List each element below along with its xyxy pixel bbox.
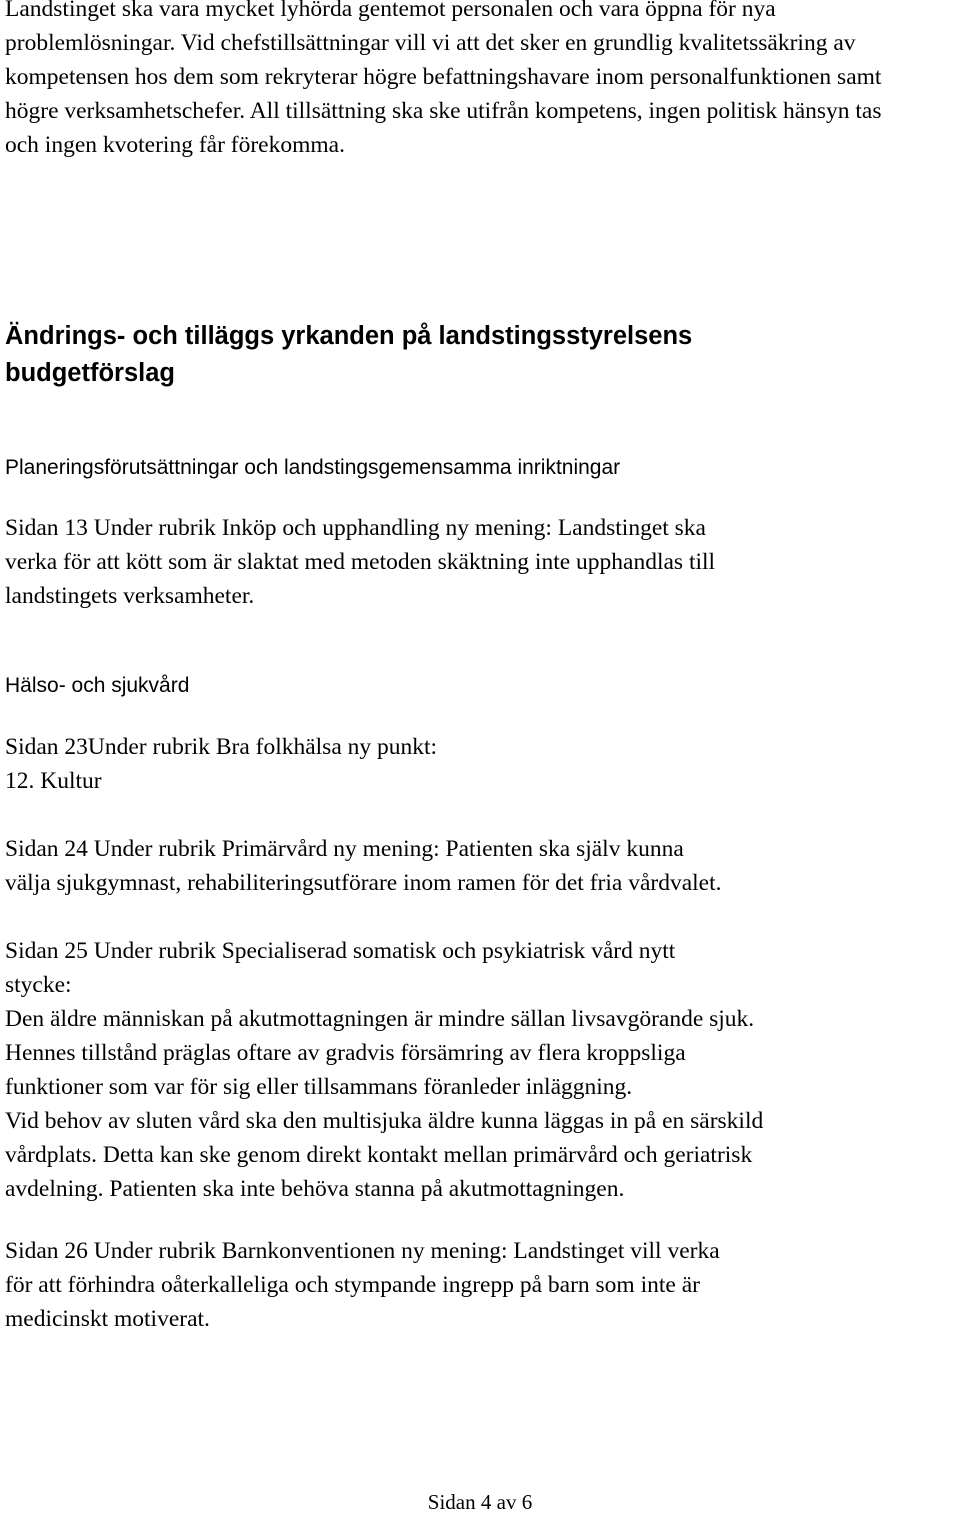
heading-line: Ändrings- och tilläggs yrkanden på landstingsstyrelsens — [5, 322, 693, 350]
amendment-line: avdelning. Patienten ska inte behöva stanna på akutmottagningen. — [5, 1176, 625, 1202]
intro-line: problemlösningar. Vid chefstillsättningar vill vi att det sker en grundlig kvalitetssäkring av — [5, 30, 856, 56]
section-title-planering: Planeringsförutsättningar och landstingsgemensamma inriktningar — [5, 456, 621, 479]
amendment-line: verka för att kött som är slaktat med metoden skäktning inte upphandlas till — [5, 549, 716, 575]
amendment-line: funktioner som var för sig eller tillsammans föranleder inläggning. — [5, 1074, 633, 1100]
amendment-sidan-24 — [5, 832, 960, 900]
amendment-sidan-23 — [5, 730, 960, 798]
amendment-sidan-25 — [5, 934, 960, 1206]
page-number-footer: Sidan 4 av 6 — [427, 1490, 533, 1514]
amendment-line: Vid behov av sluten vård ska den multisjuka äldre kunna läggas in på en särskild — [5, 1108, 764, 1134]
page-reference: Sidan 23 — [5, 734, 88, 760]
page-reference: Sidan 26 — [5, 1238, 88, 1264]
page-reference: Sidan 25 — [5, 938, 88, 964]
amendment-line: välja sjukgymnast, rehabiliteringsutförare inom ramen för det fria vårdvalet. — [5, 870, 722, 896]
amendment-line: vårdplats. Detta kan ske genom direkt kontakt mellan primärvård och geriatrisk — [5, 1142, 753, 1168]
document-heading — [5, 318, 960, 392]
heading-line: budgetförslag — [5, 359, 175, 387]
amendment-line: för att förhindra oåterkalleliga och stympande ingrepp på barn som inte är — [5, 1272, 700, 1298]
intro-paragraph — [5, 0, 960, 162]
amendment-line: Under rubrik Inköp och upphandling ny mening: Landstinget ska — [87, 515, 706, 541]
intro-line: Landstinget ska vara mycket lyhörda gentemot personalen och vara öppna för nya — [5, 0, 776, 22]
amendment-line: stycke: — [5, 972, 72, 998]
section-title-halso-sjukvard: Hälso- och sjukvård — [5, 674, 190, 697]
amendment-line: Under rubrik Bra folkhälsa ny punkt: — [87, 734, 438, 760]
intro-line: kompetensen hos dem som rekryterar högre befattningshavare inom personalfunktionen samt — [5, 64, 882, 90]
amendment-line: Hennes tillstånd präglas oftare av gradvis försämring av flera kroppsliga — [5, 1040, 686, 1066]
intro-line: högre verksamhetschefer. All tillsättning ska ske utifrån kompetens, ingen politisk hänsyn tas — [5, 98, 882, 124]
amendment-line: medicinskt motiverat. — [5, 1306, 210, 1332]
page-reference: Sidan 24 — [5, 836, 88, 862]
amendment-sidan-26 — [5, 1234, 960, 1336]
intro-line: och ingen kvotering får förekomma. — [5, 132, 345, 158]
amendment-line: 12. Kultur — [5, 768, 102, 794]
amendment-line: Under rubrik Specialiserad somatisk och psykiatrisk vård nytt — [87, 938, 676, 964]
amendment-sidan-13 — [5, 511, 960, 613]
amendment-line: Under rubrik Barnkonventionen ny mening: Landstinget vill verka — [87, 1238, 720, 1264]
amendment-line: Under rubrik Primärvård ny mening: Patienten ska själv kunna — [87, 836, 684, 862]
page-reference: Sidan 13 — [5, 515, 88, 541]
amendment-line: Den äldre människan på akutmottagningen är mindre sällan livsavgörande sjuk. — [5, 1006, 755, 1032]
amendment-line: landstingets verksamheter. — [5, 583, 255, 609]
